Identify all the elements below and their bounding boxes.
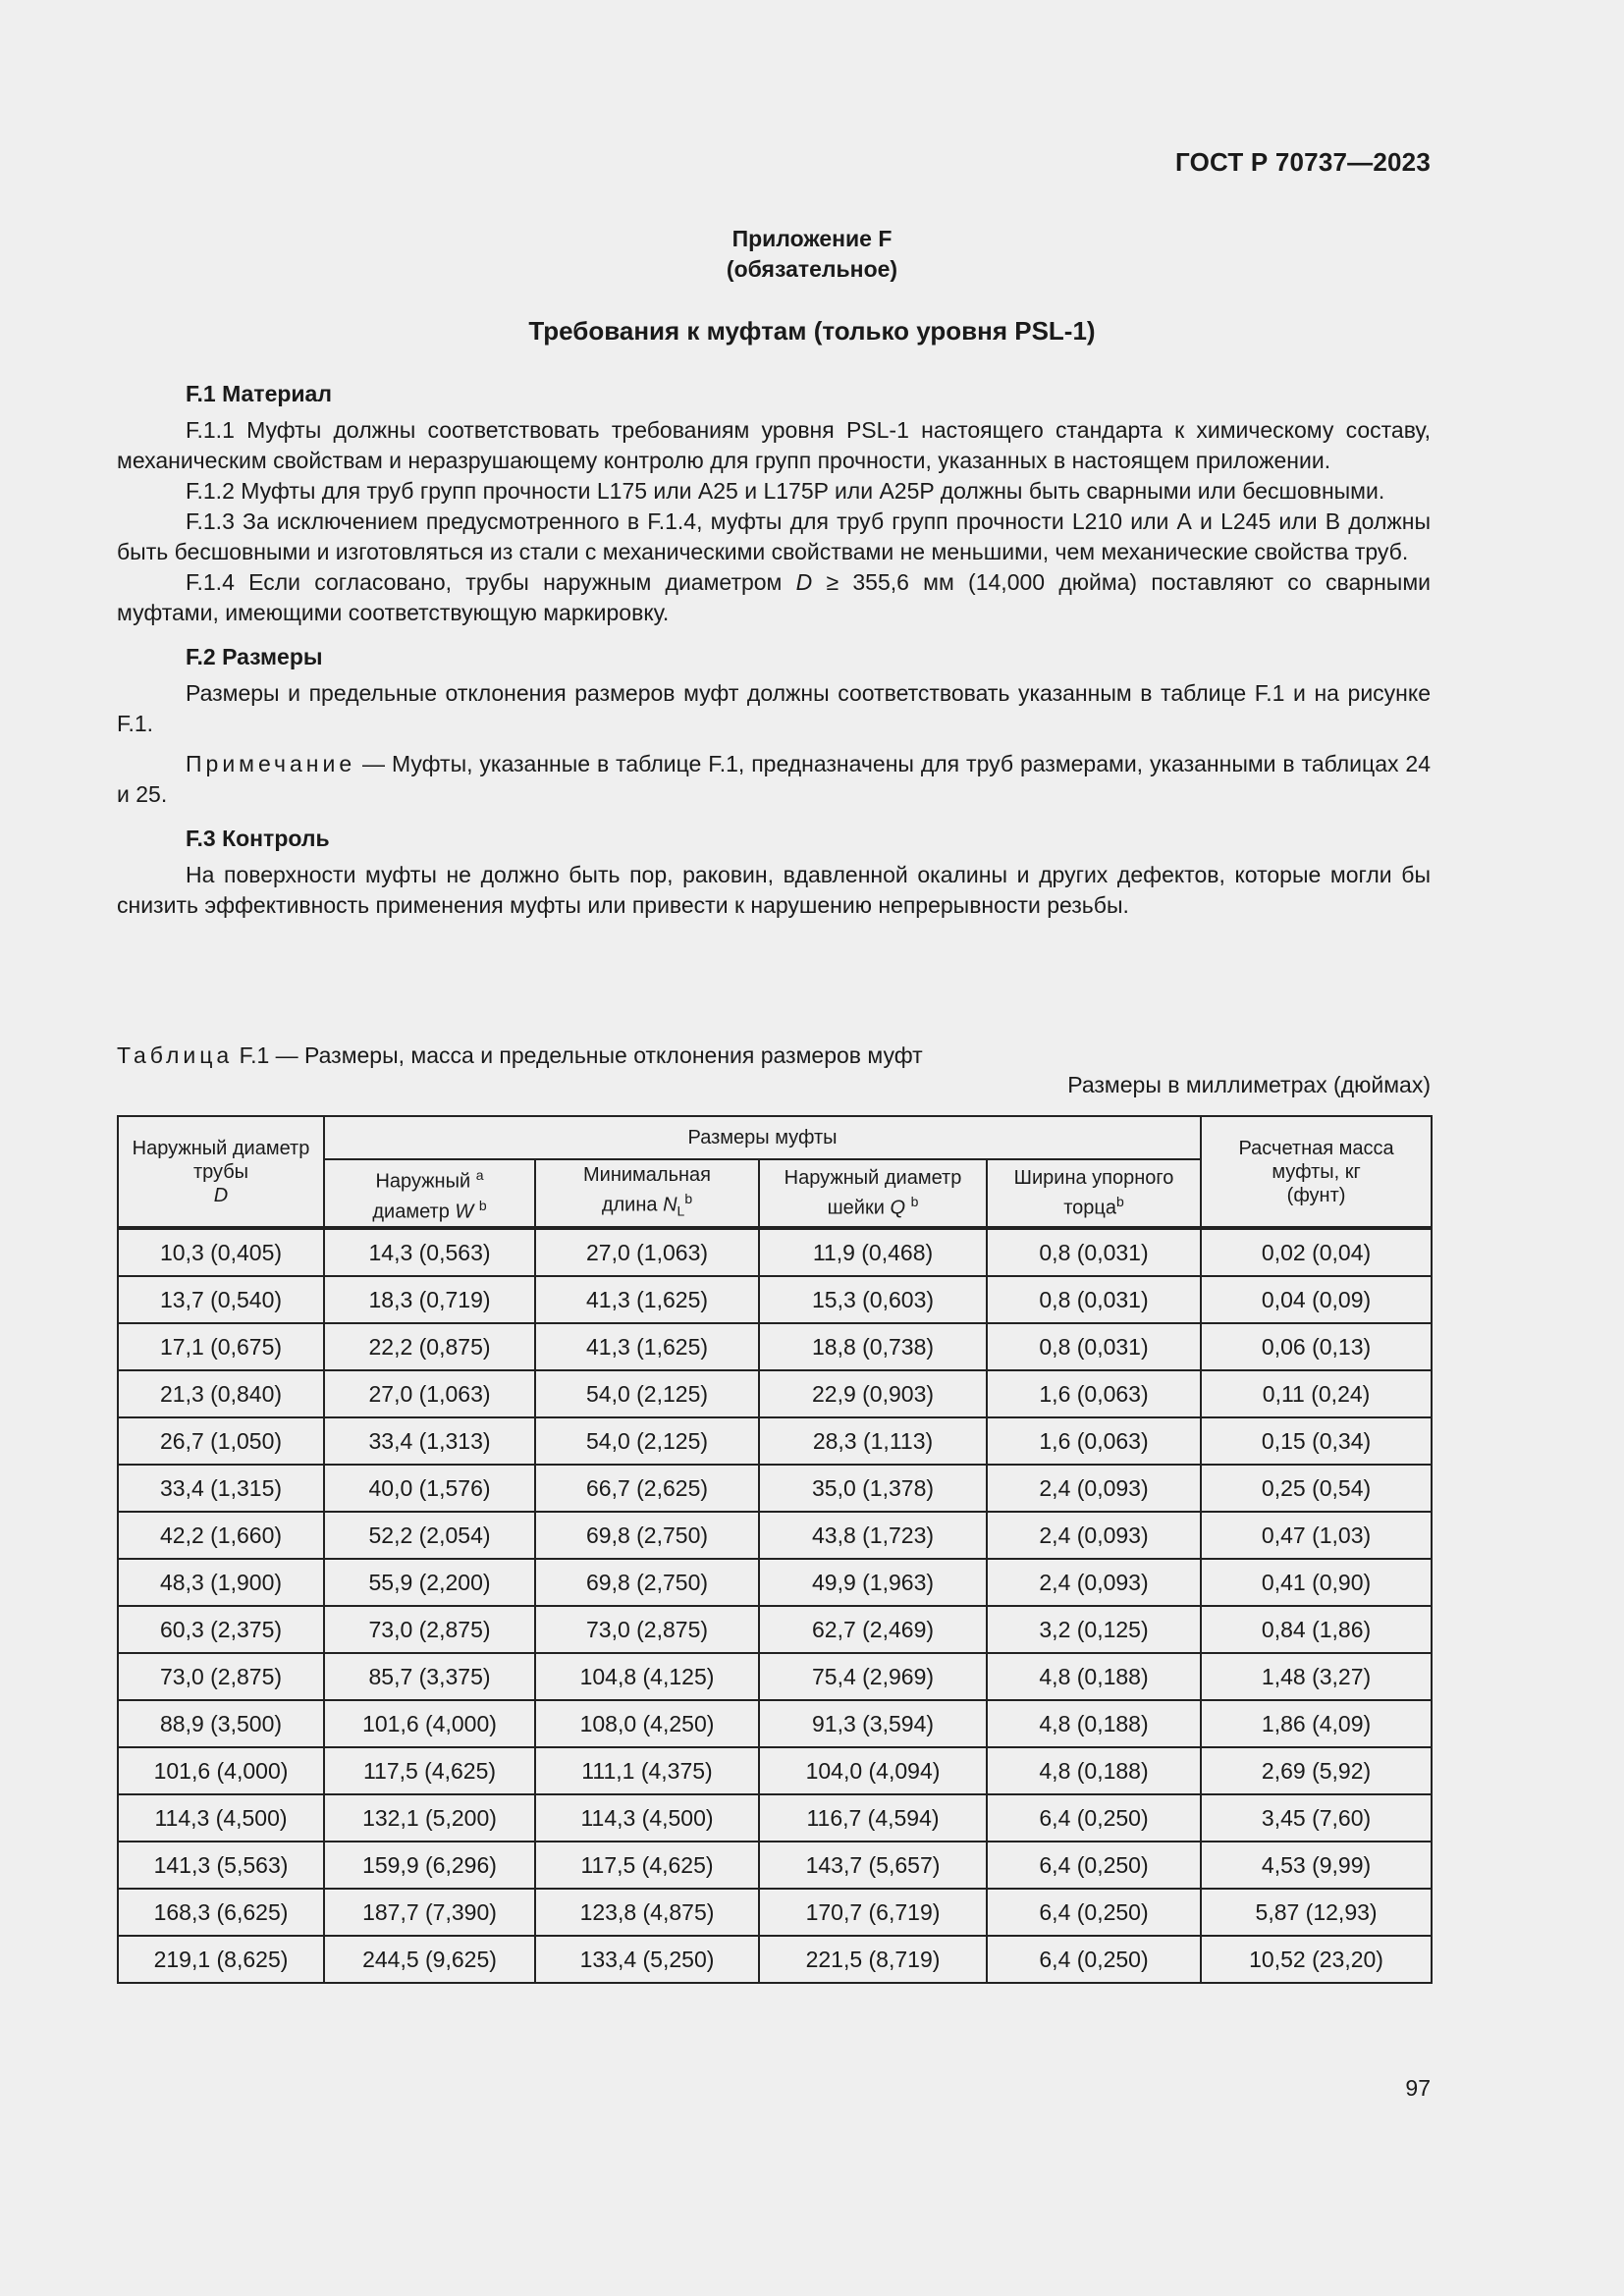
table-row [118, 1794, 1432, 1842]
table-cell: 0,11 (0,24) [1201, 1370, 1432, 1417]
table-cell: 2,4 (0,093) [987, 1559, 1201, 1606]
table-cell: 170,7 (6,719) [759, 1889, 987, 1936]
table-cell: 75,4 (2,969) [759, 1653, 987, 1700]
table-cell: 133,4 (5,250) [535, 1936, 759, 1983]
table-cell: 2,4 (0,093) [987, 1512, 1201, 1559]
paragraph-f2-1: Размеры и предельные отклонения размеров муфт должны соответствовать указанным в таблице F.1 и на рисунке F.1. [117, 680, 1431, 736]
table-cell: 108,0 (4,250) [535, 1700, 759, 1747]
table-cell: 18,3 (0,719) [324, 1276, 535, 1323]
table-cell: 114,3 (4,500) [535, 1794, 759, 1842]
header-mass: Расчетная масса муфты, кг (фунт) [1201, 1116, 1432, 1228]
table-cell: 101,6 (4,000) [118, 1747, 324, 1794]
table-row [118, 1323, 1432, 1370]
table-row [118, 1417, 1432, 1465]
table-row [118, 1606, 1432, 1653]
table-cell: 13,7 (0,540) [118, 1276, 324, 1323]
table-cell: 123,8 (4,875) [535, 1889, 759, 1936]
table-cell: 28,3 (1,113) [759, 1417, 987, 1465]
table-cell: 26,7 (1,050) [118, 1417, 324, 1465]
table-cell: 1,6 (0,063) [987, 1417, 1201, 1465]
table-cell: 111,1 (4,375) [535, 1747, 759, 1794]
table-row [118, 1889, 1432, 1936]
table-cell: 6,4 (0,250) [987, 1842, 1201, 1889]
table-cell: 117,5 (4,625) [324, 1747, 535, 1794]
paragraph-f1-3: F.1.3 За исключением предусмотренного в F.1.4, муфты для труб групп прочности L210 или А и L245 или В должны быть бесшовными и изготовляться из стали с механическими свойствами не меньшими, чем механические свойства труб. [117, 508, 1431, 564]
standard-number: ГОСТ Р 70737—2023 [1175, 147, 1431, 177]
table-cell: 117,5 (4,625) [535, 1842, 759, 1889]
table-cell: 6,4 (0,250) [987, 1889, 1201, 1936]
table-cell: 4,53 (9,99) [1201, 1842, 1432, 1889]
table-cell: 141,3 (5,563) [118, 1842, 324, 1889]
paragraph-f1-1: F.1.1 Муфты должны соответствовать требованиям уровня PSL-1 настоящего стандарта к химическому составу, механическим свойствам и неразрушающему контролю для групп прочности, указанных в настоящем приложении. [117, 417, 1431, 473]
table-cell: 219,1 (8,625) [118, 1936, 324, 1983]
table-cell: 48,3 (1,900) [118, 1559, 324, 1606]
table-row [118, 1842, 1432, 1889]
table-cell: 69,8 (2,750) [535, 1559, 759, 1606]
table-cell: 6,4 (0,250) [987, 1936, 1201, 1983]
table-cell: 22,9 (0,903) [759, 1370, 987, 1417]
table-row [118, 1653, 1432, 1700]
table-row [118, 1465, 1432, 1512]
header-neck-diameter: Наружный диаметр шейки Q $^b$ [759, 1159, 987, 1228]
table-cell: 73,0 (2,875) [118, 1653, 324, 1700]
table-cell: 91,3 (3,594) [759, 1700, 987, 1747]
table-row [118, 1559, 1432, 1606]
table-cell: 33,4 (1,313) [324, 1417, 535, 1465]
appendix-title: Требования к муфтам (только уровня PSL-1) [528, 316, 1096, 346]
table-cell: 18,8 (0,738) [759, 1323, 987, 1370]
appendix-status: (обязательное) [726, 256, 898, 282]
table-cell: 168,3 (6,625) [118, 1889, 324, 1936]
coupling-dimensions-table [117, 1115, 1433, 1984]
table-row [118, 1700, 1432, 1747]
table-row [118, 1370, 1432, 1417]
table-cell: 2,4 (0,093) [987, 1465, 1201, 1512]
table-cell: 52,2 (2,054) [324, 1512, 535, 1559]
table-cell: 14,3 (0,563) [324, 1228, 535, 1276]
table-cell: 0,06 (0,13) [1201, 1323, 1432, 1370]
table-cell: 1,6 (0,063) [987, 1370, 1201, 1417]
table-row [118, 1276, 1432, 1323]
table-cell: 43,8 (1,723) [759, 1512, 987, 1559]
table-cell: 0,02 (0,04) [1201, 1228, 1432, 1276]
section-heading-f2: F.2 Размеры [186, 644, 323, 669]
table-cell: 4,8 (0,188) [987, 1747, 1201, 1794]
header-min-length: Минимальная длина $N_L^b$ [535, 1159, 759, 1228]
table-cell: 60,3 (2,375) [118, 1606, 324, 1653]
table-row [118, 1512, 1432, 1559]
table-cell: 22,2 (0,875) [324, 1323, 535, 1370]
table-cell: 21,3 (0,840) [118, 1370, 324, 1417]
appendix-label: Приложение F [731, 226, 893, 251]
table-cell: 159,9 (6,296) [324, 1842, 535, 1889]
table-cell: 104,8 (4,125) [535, 1653, 759, 1700]
table-cell: 187,7 (7,390) [324, 1889, 535, 1936]
body-text [117, 379, 1431, 921]
table-cell: 6,4 (0,250) [987, 1794, 1201, 1842]
table-cell: 114,3 (4,500) [118, 1794, 324, 1842]
table-cell: 0,41 (0,90) [1201, 1559, 1432, 1606]
table-cell: 27,0 (1,063) [535, 1228, 759, 1276]
table-cell: 1,48 (3,27) [1201, 1653, 1432, 1700]
table-cell: 0,8 (0,031) [987, 1323, 1201, 1370]
table-cell: 35,0 (1,378) [759, 1465, 987, 1512]
header-pipe-diameter: Наружный диаметр трубы D [118, 1116, 324, 1228]
table-units: Размеры в миллиметрах (дюймах) [1067, 1072, 1431, 1097]
table-cell: 4,8 (0,188) [987, 1700, 1201, 1747]
table-cell: 116,7 (4,594) [759, 1794, 987, 1842]
table-cell: 143,7 (5,657) [759, 1842, 987, 1889]
table-cell: 55,9 (2,200) [324, 1559, 535, 1606]
table-cell: 27,0 (1,063) [324, 1370, 535, 1417]
header-outer-diameter: Наружный $^a$ диаметр W $^b$ [324, 1159, 535, 1228]
header-face-width: Ширина упорного торца$^b$ [987, 1159, 1201, 1228]
table-cell: 3,45 (7,60) [1201, 1794, 1432, 1842]
table-cell: 244,5 (9,625) [324, 1936, 535, 1983]
table-cell: 54,0 (2,125) [535, 1417, 759, 1465]
table-cell: 0,25 (0,54) [1201, 1465, 1432, 1512]
table-cell: 221,5 (8,719) [759, 1936, 987, 1983]
table-cell: 0,84 (1,86) [1201, 1606, 1432, 1653]
table-cell: 0,8 (0,031) [987, 1276, 1201, 1323]
table-cell: 62,7 (2,469) [759, 1606, 987, 1653]
table-cell: 2,69 (5,92) [1201, 1747, 1432, 1794]
table-cell: 73,0 (2,875) [535, 1606, 759, 1653]
table-cell: 1,86 (4,09) [1201, 1700, 1432, 1747]
table-cell: 17,1 (0,675) [118, 1323, 324, 1370]
table-cell: 0,15 (0,34) [1201, 1417, 1432, 1465]
table-cell: 73,0 (2,875) [324, 1606, 535, 1653]
table-cell: 42,2 (1,660) [118, 1512, 324, 1559]
table-cell: 10,52 (23,20) [1201, 1936, 1432, 1983]
table-cell: 54,0 (2,125) [535, 1370, 759, 1417]
table-cell: 5,87 (12,93) [1201, 1889, 1432, 1936]
header-coupling-dimensions: Размеры муфты [324, 1116, 1201, 1159]
table-cell: 69,8 (2,750) [535, 1512, 759, 1559]
table-cell: 3,2 (0,125) [987, 1606, 1201, 1653]
table-cell: 4,8 (0,188) [987, 1653, 1201, 1700]
note-f2: Примечание — Муфты, указанные в таблице F.1, предназначены для труб размерами, указанными в таблицах 24 и 25. [117, 751, 1431, 807]
paragraph-f1-4: F.1.4 Если согласовано, трубы наружным диаметром D ≥ 355,6 мм (14,000 дюйма) поставляют со сварными муфтами, имеющими соответствующую маркировку. [117, 569, 1431, 625]
section-heading-f1: F.1 Материал [186, 381, 332, 406]
page-number: 97 [1405, 2075, 1431, 2101]
table-cell: 40,0 (1,576) [324, 1465, 535, 1512]
note-label: Примечание [186, 751, 356, 776]
appendix-heading [0, 224, 1624, 285]
table-cell: 0,47 (1,03) [1201, 1512, 1432, 1559]
section-heading-f3: F.3 Контроль [186, 826, 330, 851]
table-cell: 0,8 (0,031) [987, 1228, 1201, 1276]
paragraph-f1-2: F.1.2 Муфты для труб групп прочности L175 или А25 и L175P или А25P должны быть сварными или бесшовными. [186, 478, 1385, 504]
table-cell: 11,9 (0,468) [759, 1228, 987, 1276]
table-row [118, 1747, 1432, 1794]
table-cell: 41,3 (1,625) [535, 1323, 759, 1370]
table-cell: 104,0 (4,094) [759, 1747, 987, 1794]
table-cell: 49,9 (1,963) [759, 1559, 987, 1606]
table-row [118, 1936, 1432, 1983]
table-cell: 88,9 (3,500) [118, 1700, 324, 1747]
table-cell: 33,4 (1,315) [118, 1465, 324, 1512]
table-caption: Таблица F.1 — Размеры, масса и предельные отклонения размеров муфт [117, 1042, 923, 1068]
table-row [118, 1228, 1432, 1276]
table-cell: 41,3 (1,625) [535, 1276, 759, 1323]
table-cell: 0,04 (0,09) [1201, 1276, 1432, 1323]
table-cell: 132,1 (5,200) [324, 1794, 535, 1842]
table-cell: 85,7 (3,375) [324, 1653, 535, 1700]
paragraph-f3-1: На поверхности муфты не должно быть пор, раковин, вдавленной окалины и других дефектов, которые могли бы снизить эффективность применения муфты или привести к нарушению непрерывности резьбы. [117, 862, 1431, 918]
table-cell: 10,3 (0,405) [118, 1228, 324, 1276]
table-cell: 15,3 (0,603) [759, 1276, 987, 1323]
table-cell: 66,7 (2,625) [535, 1465, 759, 1512]
table-cell: 101,6 (4,000) [324, 1700, 535, 1747]
